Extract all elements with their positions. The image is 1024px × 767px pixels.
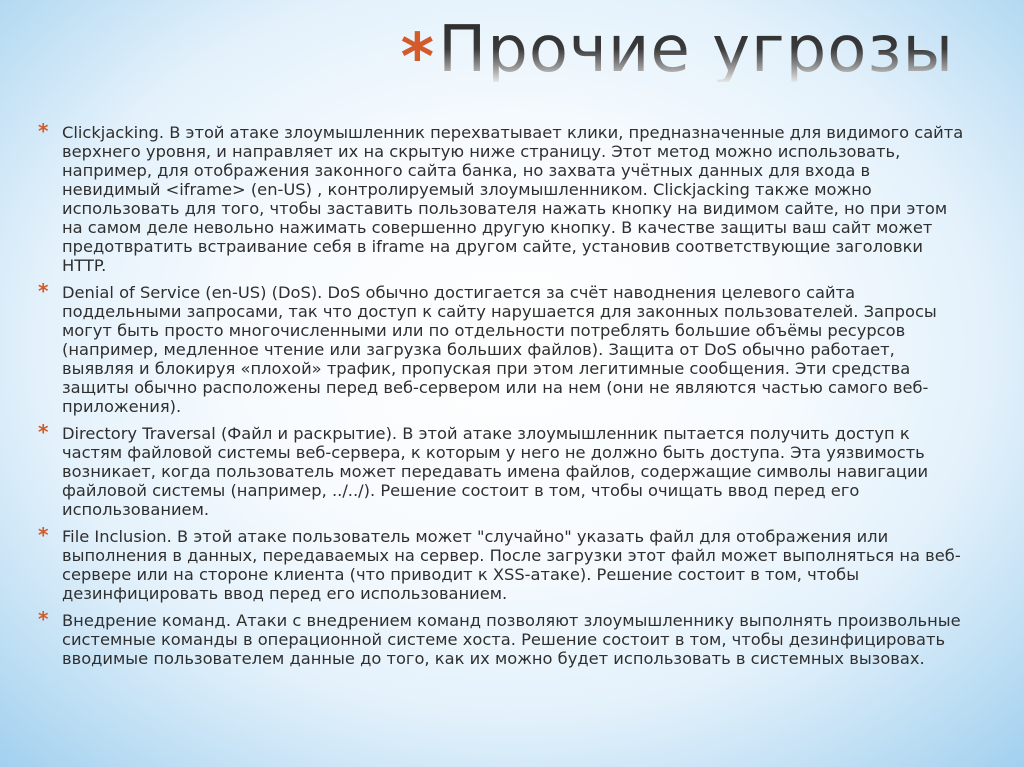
bullet-star-icon: * (38, 607, 49, 631)
list-item (36, 420, 966, 519)
list-item-text: Directory Traversal (Файл и раскрытие). В этой атаке злоумышленник пытается получить доступ к частям файловой системы веб-сервера, к которым у него не должно быть доступа. Эта уязвимость возникает, когда пользователь может передавать имена файлов, содержащие символы навигации файловой системы (например, ../../). Решение состоит в том, чтобы очищать ввод перед его использованием. (62, 424, 929, 519)
slide-title (400, 13, 954, 95)
list-item-text: Clickjacking. В этой атаке злоумышленник перехватывает клики, предназначенные для видимого сайта верхнего уровня, и направляет их на скрытую ниже страницу. Этот метод можно использовать, например, для отображения законного сайта банка, но захвата учётных данных для входа в невидимый <iframe> (en-US) , контролируемый злоумышленником. Clickjacking также можно использовать для того, чтобы заставить пользователя нажать кнопку на видимом сайте, но при этом на самом деле невольно нажимать совершенно другую кнопку. В качестве защиты ваш сайт может предотвратить встраивание себя в iframe на другом сайте, установив соответствующие заголовки HTTP. (62, 123, 964, 275)
bullet-star-icon: * (38, 523, 49, 547)
bullet-star-icon: * (38, 420, 49, 444)
list-item (36, 607, 966, 668)
bullet-star-icon: * (38, 279, 49, 303)
bullet-star-icon: * (38, 119, 49, 143)
bullet-list (36, 119, 966, 676)
title-star-icon: * (400, 21, 435, 95)
list-item-text: File Inclusion. В этой атаке пользователь может "случайно" указать файл для отображения или выполнения в данных, передаваемых на сервер. После загрузки этот файл может выполняться на веб-сервере или на стороне клиента (что приводит к XSS-атаке). Решение состоит в том, чтобы дезинфицировать ввод перед его использованием. (62, 527, 961, 603)
list-item (36, 119, 966, 275)
list-item (36, 279, 966, 416)
list-item-text: Denial of Service (en-US) (DoS). DoS обычно достигается за счёт наводнения целевого сайта поддельными запросами, так что доступ к сайту нарушается для законных пользователей. Запросы могут быть просто многочисленными или по отдельности потреблять большие объёмы ресурсов (например, медленное чтение или загрузка больших файлов). Защита от DoS обычно работает, выявляя и блокируя «плохой» трафик, пропуская при этом легитимные сообщения. Эти средства защиты обычно расположены перед веб-сервером или на нем (они не являются частью самого веб-приложения). (62, 283, 937, 416)
list-item-text: Внедрение команд. Атаки с внедрением команд позволяют злоумышленнику выполнять произвольные системные команды в операционной системе хоста. Решение состоит в том, чтобы дезинфицировать вводимые пользователем данные до того, как их можно будет использовать в системных вызовах. (62, 611, 961, 668)
title-text: Прочие угрозы (438, 13, 954, 87)
list-item (36, 523, 966, 603)
